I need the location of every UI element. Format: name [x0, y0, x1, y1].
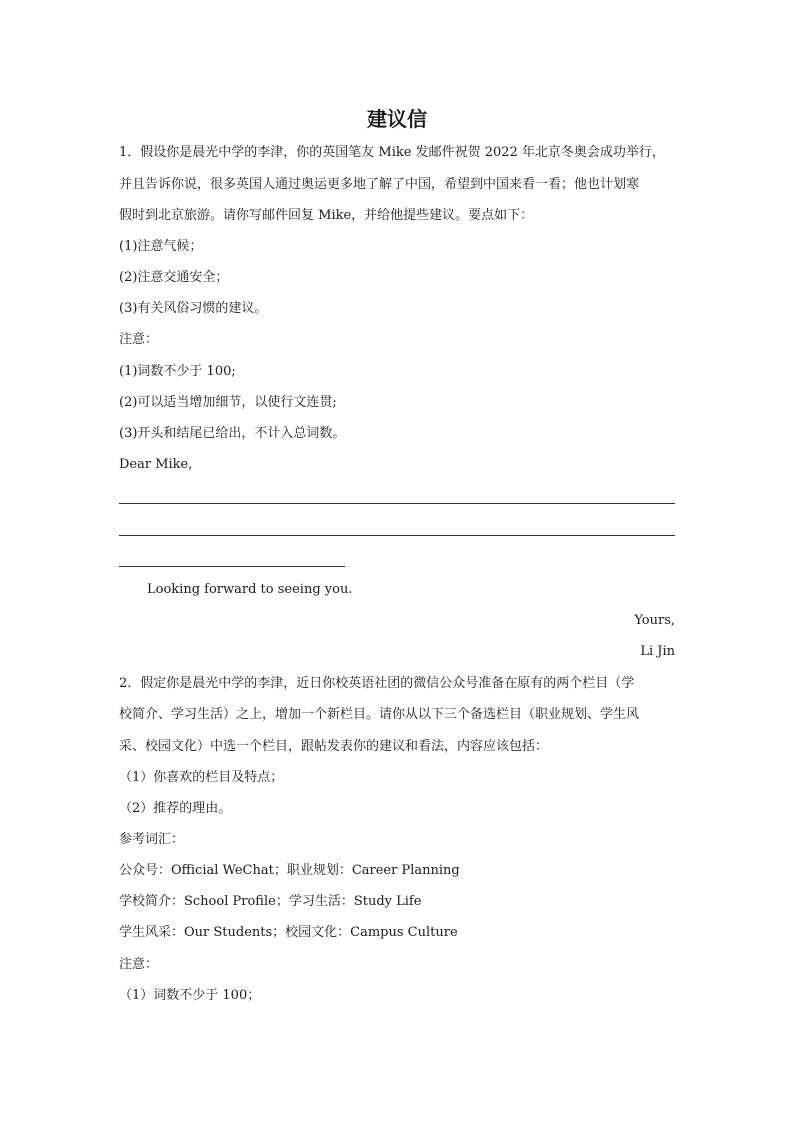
q1-yours: Yours, [634, 613, 675, 628]
q1-point-2: (2)注意交通安全； [119, 270, 229, 285]
page-title: 建议信 [367, 107, 427, 131]
q2-line-2: 校简介、学习生活）之上，增加一个新栏目。请你从以下三个备选栏目（职业规划、学生风 [119, 707, 640, 722]
q2-vocab-3: 学生风采：Our Students；校园文化：Campus Culture [119, 925, 458, 940]
q1-line-3: 假时到北京旅游。请你写邮件回复 Mike，并给他提些建议。要点如下： [119, 208, 534, 223]
q1-signature: Li Jin [640, 644, 675, 659]
q2-point-1: （1）你喜欢的栏目及特点； [119, 770, 284, 785]
q2-line-3: 采、校园文化）中选一个栏目，跟帖发表你的建议和看法，内容应该包括： [119, 739, 549, 754]
answer-line [119, 566, 345, 567]
q1-note-1: (1)词数不少于 100; [119, 364, 236, 379]
q2-point-2: （2）推荐的理由。 [119, 801, 232, 816]
q1-point-1: (1)注意气候； [119, 239, 203, 254]
q1-point-3: (3)有关风俗习惯的建议。 [119, 301, 268, 316]
q2-vocab-heading: 参考词汇： [119, 832, 185, 847]
q1-note-heading: 注意： [119, 332, 159, 347]
answer-line [119, 503, 675, 504]
q1-note-3: (3)开头和结尾已给出，不计入总词数。 [119, 426, 346, 441]
q2-vocab-1: 公众号：Official WeChat；职业规划：Career Planning [119, 863, 460, 878]
q1-line-1: 1．假设你是晨光中学的李津，你的英国笔友 Mike 发邮件祝贺 2022 年北京冬奥会成功举行， [119, 145, 665, 160]
q2-note-1: （1）词数不少于 100； [119, 988, 261, 1003]
answer-line [119, 535, 675, 536]
q1-line-2: 并且告诉你说，很多英国人通过奥运更多地了解了中国，希望到中国来看一看；他也计划寒 [119, 177, 640, 192]
q1-note-2: (2)可以适当增加细节，以使行文连贯; [119, 395, 337, 410]
q2-note-heading: 注意： [119, 957, 159, 972]
q2-vocab-2: 学校简介：School Profile；学习生活：Study Life [119, 894, 422, 909]
q2-line-1: 2．假定你是晨光中学的李津，近日你校英语社团的微信公众号准备在原有的两个栏目（学 [119, 676, 635, 691]
q1-closing: Looking forward to seeing you. [147, 582, 353, 597]
q1-salutation: Dear Mike, [119, 457, 193, 472]
